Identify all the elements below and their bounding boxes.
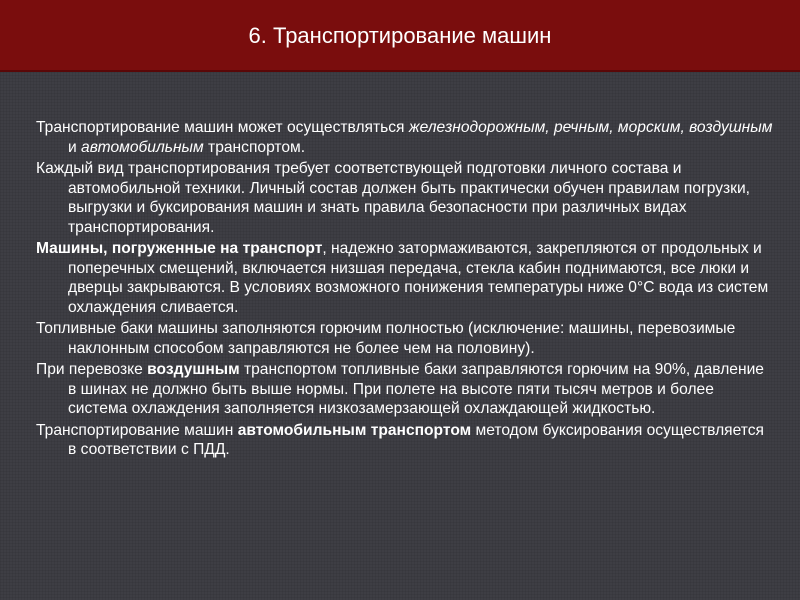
paragraph-4 <box>36 319 776 358</box>
paragraph-segment: методом буксирования осуществляется в соответствии с ПДД. <box>68 421 764 458</box>
paragraph-2 <box>36 159 776 237</box>
paragraph-3 <box>36 239 776 317</box>
paragraph-segment: Топливные баки машины заполняются горючим полностью (исключение: машины, перевозимые наклонным способом заправляются не более чем на половину). <box>36 320 736 357</box>
paragraph-segment: При перевозке <box>36 361 148 378</box>
paragraph-segment: , надежно затормаживаются, закрепляются от продольных и поперечных смещений, включается низшая передача, стекла кабин поднимаются, все люки и дверцы закрываются. В условиях возможного понижения температуры ниже 0°С вода из систем охлаждения сливается. <box>68 240 769 316</box>
paragraph-segment: и <box>68 138 82 156</box>
paragraph-5 <box>36 360 776 419</box>
paragraph-segment: Каждый вид транспортирования требует соответствующей подготовки личного состава и автомобильной техники. Личный состав должен быть практически обучен правилам погрузки, выгрузки и буксирования машин и знать правила безопасности при различных видах транспортирования. <box>36 160 751 236</box>
slide-title: 6. Транспортирование машин <box>248 23 552 48</box>
slide-body <box>36 118 776 462</box>
paragraph-segment: Транспортирование машин может осуществляться <box>36 119 409 136</box>
paragraph-segment: транспортом топливные баки заправляются горючим на 90%, давление в шинах не должно быть выше нормы. При полете на высоте пяти тысяч метров и более система охлаждения заполняется низкозамерзающей охлаждающей жидкостью. <box>68 361 764 417</box>
paragraph-segment: автомобильным транспортом <box>237 421 472 439</box>
paragraph-segment: автомобильным <box>81 138 204 156</box>
paragraph-1 <box>36 118 776 157</box>
paragraph-segment: Машины, погруженные на транспорт <box>36 240 323 257</box>
paragraph-segment: воздушным <box>147 361 240 378</box>
paragraph-segment: транспортом. <box>203 138 306 156</box>
paragraph-segment: железнодорожным, речным, морским, воздушным <box>408 119 773 136</box>
title-bar <box>0 0 800 72</box>
paragraph-6 <box>36 421 776 460</box>
paragraph-segment: Транспортирование машин <box>36 421 238 439</box>
